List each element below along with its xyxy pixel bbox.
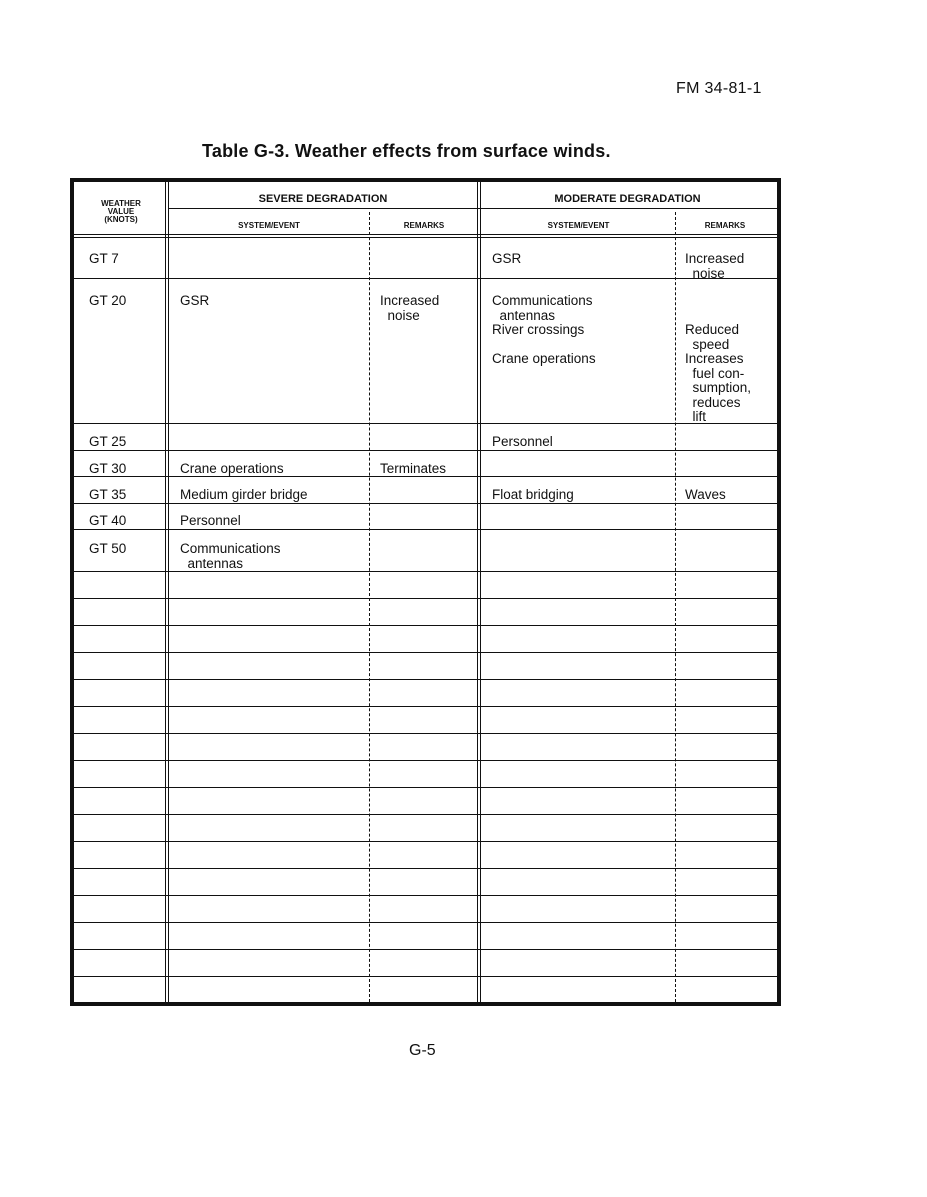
row-divider xyxy=(74,733,777,734)
column-divider-moderate-remarks xyxy=(675,212,676,1002)
cell-moderate-system: Float bridging xyxy=(492,487,574,502)
row-divider xyxy=(74,868,777,869)
cell-severe-system: Crane operations xyxy=(180,461,284,476)
column-divider-weather xyxy=(165,182,169,1002)
cell-severe-remarks: Increased noise xyxy=(380,293,440,323)
row-divider xyxy=(74,598,777,599)
header-severe-system: SYSTEM/EVENT xyxy=(238,221,300,230)
row-divider xyxy=(74,625,777,626)
row-divider xyxy=(74,679,777,680)
row-divider xyxy=(74,571,777,572)
cell-weather-value: GT 25 xyxy=(89,434,127,449)
cell-moderate-remarks: Waves xyxy=(685,487,726,502)
row-divider xyxy=(74,760,777,761)
header-moderate-remarks: REMARKS xyxy=(704,221,746,230)
cell-weather-value: GT 7 xyxy=(89,251,119,266)
cell-severe-system: Personnel xyxy=(180,513,241,528)
cell-weather-value: GT 30 xyxy=(89,461,127,476)
row-divider xyxy=(74,450,777,451)
document-id: FM 34-81-1 xyxy=(676,80,762,97)
cell-moderate-system: Personnel xyxy=(492,434,553,449)
weather-effects-table xyxy=(70,178,781,1006)
cell-severe-system: Communications antennas xyxy=(180,541,281,571)
row-divider xyxy=(74,503,777,504)
header-moderate-system: SYSTEM/EVENT xyxy=(547,221,610,230)
cell-weather-value: GT 40 xyxy=(89,513,127,528)
page-number: G-5 xyxy=(409,1042,436,1059)
column-divider-severe-remarks xyxy=(369,212,370,1002)
row-divider xyxy=(74,949,777,950)
cell-moderate-system: Communications antennas River crossings Crane operations xyxy=(492,293,596,366)
column-divider-groups xyxy=(477,182,481,1002)
row-divider xyxy=(74,423,777,424)
cell-severe-system: Medium girder bridge xyxy=(180,487,308,502)
row-divider xyxy=(74,814,777,815)
row-divider xyxy=(74,529,777,530)
header-severe-remarks: REMARKS xyxy=(403,221,445,230)
row-divider xyxy=(74,706,777,707)
cell-severe-remarks: Terminates xyxy=(380,461,447,476)
header-subdivider xyxy=(168,208,777,209)
cell-weather-value: GT 50 xyxy=(89,541,127,556)
header-weather-value: WEATHER VALUE (KNOTS) xyxy=(101,199,141,224)
header-severe-degradation: SEVERE DEGRADATION xyxy=(258,193,388,205)
row-divider xyxy=(74,976,777,977)
row-divider xyxy=(74,895,777,896)
cell-severe-system: GSR xyxy=(180,293,210,308)
cell-moderate-system: GSR xyxy=(492,251,522,266)
header-bottom-rule xyxy=(74,234,777,238)
row-divider xyxy=(74,652,777,653)
cell-moderate-remarks: Reduced speed Increases fuel con- sumption, reduces lift xyxy=(685,322,752,424)
row-divider xyxy=(74,922,777,923)
row-divider xyxy=(74,841,777,842)
row-divider xyxy=(74,787,777,788)
cell-moderate-remarks: Increased noise xyxy=(685,251,745,281)
cell-weather-value: GT 20 xyxy=(89,293,127,308)
row-divider xyxy=(74,278,777,279)
table-title: Table G-3. Weather effects from surface winds. xyxy=(202,141,611,161)
header-moderate-degradation: MODERATE DEGRADATION xyxy=(554,193,701,205)
cell-weather-value: GT 35 xyxy=(89,487,127,502)
